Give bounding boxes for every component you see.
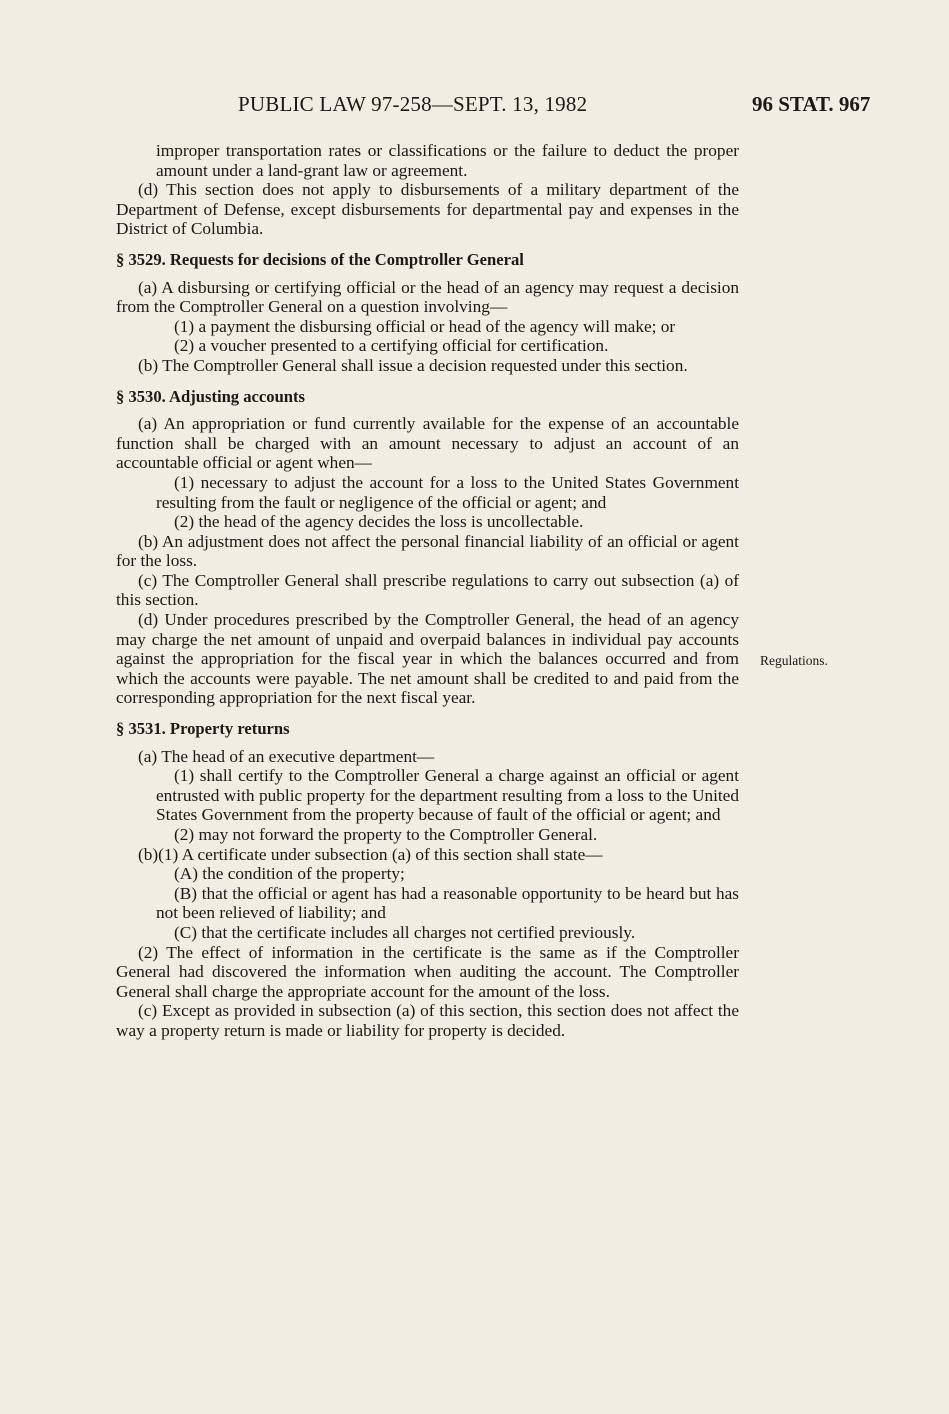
paragraph-3529-a: (a) A disbursing or certifying official or the head of an agency may request a decision from the Comptroller General on a question involving— bbox=[116, 277, 739, 317]
paragraph-3530-c: (c) The Comptroller General shall prescribe regulations to carry out subsection (a) of this section. bbox=[116, 570, 739, 610]
paragraph-3530-a-2: (2) the head of the agency decides the loss is uncollectable. bbox=[174, 512, 584, 532]
paragraph-3528-d: (d) This section does not apply to disbursements of a military department of the Department of Defense, except disbursements for departmental pay and expenses in the District of Columbia. bbox=[116, 180, 739, 239]
paragraph-3531-a: (a) The head of an executive department— bbox=[138, 746, 435, 766]
section-heading-3530: § 3530. Adjusting accounts bbox=[116, 386, 306, 406]
margin-note-regulations: Regulations. bbox=[760, 653, 828, 668]
paragraph-3529-b: (b) The Comptroller General shall issue a decision requested under this section. bbox=[138, 355, 688, 375]
paragraph-3531-a-1: (1) shall certify to the Comptroller General a charge against an official or agent entrusted with public property for the department resulting from a loss to the United States Government from the property because of fault of the official or agent; and bbox=[156, 766, 739, 825]
paragraph-3531-b-1-B: (B) that the official or agent has had a reasonable opportunity to be heard but has not been relieved of liability; and bbox=[156, 883, 739, 923]
paragraph-3530-a-1: (1) necessary to adjust the account for a loss to the United States Government resulting from the fault or negligence of the official or agent; and bbox=[156, 472, 739, 512]
paragraph-3531-c: (c) Except as provided in subsection (a) of this section, this section does not affect the way a property return is made or liability for property is decided. bbox=[116, 1001, 739, 1040]
paragraph-3529-a-1: (1) a payment the disbursing official or head of the agency will make; or bbox=[174, 316, 676, 336]
body-text bbox=[116, 141, 739, 1041]
paragraph-3531-b-2: (2) The effect of information in the certificate is the same as if the Comptroller General had discovered the information when auditing the account. The Comptroller General shall charge the appropriate account for the amount of the loss. bbox=[116, 942, 739, 1001]
paragraph-3531-a-2: (2) may not forward the property to the Comptroller General. bbox=[174, 825, 598, 844]
paragraph-3530-a: (a) An appropriation or fund currently available for the expense of an accountable function shall be charged with an amount necessary to adjust an account of an accountable official or agent when— bbox=[116, 414, 739, 473]
paragraph-3531-b-1: (b)(1) A certificate under subsection (a) of this section shall state— bbox=[138, 844, 603, 864]
paragraph-continued: improper transportation rates or classifications or the failure to deduct the proper amount under a land-grant law or agreement. bbox=[156, 141, 739, 180]
page-stat-number: 96 STAT. 967 bbox=[752, 92, 871, 116]
running-header-title: PUBLIC LAW 97-258—SEPT. 13, 1982 bbox=[238, 92, 588, 116]
paragraph-3530-d: (d) Under procedures prescribed by the Comptroller General, the head of an agency may charge the net amount of unpaid and overpaid balances in individual pay accounts against the appropriation for the fiscal year in which the balances occurred and from which the accounts were payable. The net amount shall be credited to and paid from the corresponding appropriation for the next fiscal year. bbox=[116, 610, 739, 708]
paragraph-3529-a-2: (2) a voucher presented to a certifying official for certification. bbox=[174, 336, 609, 356]
paragraph-3530-b: (b) An adjustment does not affect the personal financial liability of an official or agent for the loss. bbox=[116, 531, 739, 571]
section-heading-3531: § 3531. Property returns bbox=[116, 719, 290, 739]
paragraph-3531-b-1-A: (A) the condition of the property; bbox=[174, 864, 405, 884]
section-heading-3529: § 3529. Requests for decisions of the Comptroller General bbox=[116, 249, 524, 269]
paragraph-3531-b-1-C: (C) that the certificate includes all charges not certified previously. bbox=[174, 922, 636, 942]
